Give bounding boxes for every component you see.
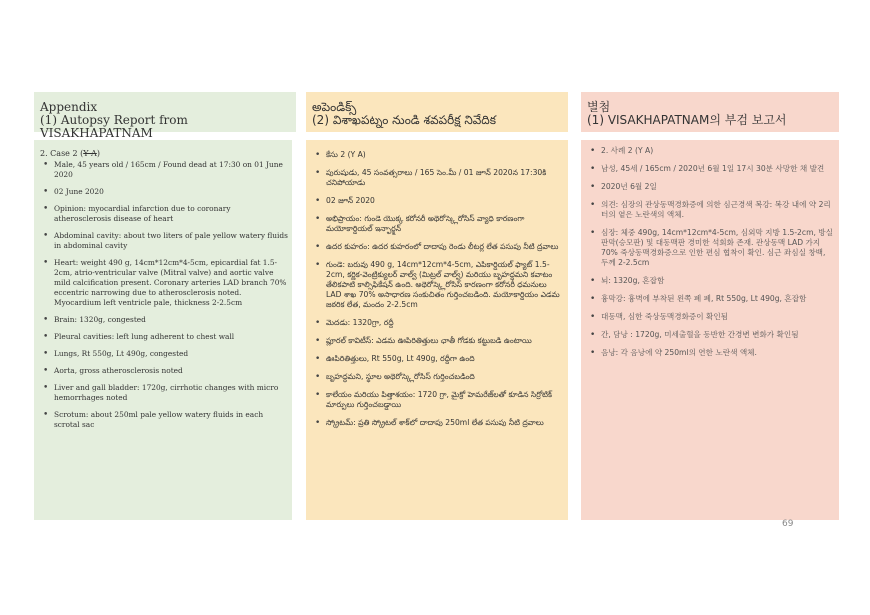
page-number: 69	[782, 519, 794, 529]
list-item: • స్క్రోటమ్: ప్రతి స్క్రోటల్ శాక్‌లో దాదాపు 250ml లేత పసుపు నీటి ద్రవాలు	[326, 418, 564, 428]
korean-list	[581, 140, 839, 358]
list-item: • Brain: 1320g, congested	[54, 315, 288, 325]
list-item: • Aorta, gross atherosclerosis noted	[54, 366, 288, 376]
list-item: • బృహద్ధమని, స్థూల అథెరోస్క్లెరోసిస్ గుర్తించబడింది	[326, 372, 564, 382]
list-item: • 대동맥, 심한 죽상동맥경화증이 확인됨	[601, 312, 835, 322]
list-item: • ప్లూరల్ కావిటీస్: ఎడమ ఊపిరితిత్తులు ఛాతీ గోడకు కట్టుబడి ఉంటాయి	[326, 336, 564, 346]
list-item: • మెదడు: 1320గ్రా, రద్దీ	[326, 318, 564, 328]
english-header	[34, 92, 296, 140]
english-list	[34, 160, 292, 430]
telugu-list	[306, 140, 568, 428]
list-item: • Pleural cavities: left lung adherent to chest wall	[54, 332, 288, 342]
korean-title: 별첨	[587, 100, 611, 114]
case-suffix: )	[96, 149, 100, 158]
korean-column	[581, 140, 839, 520]
korean-subtitle: (1) VISAKHAPATNAM의 부검 보고서	[587, 113, 787, 127]
list-item: • ఊపిరితిత్తులు, Rt 550g, Lt 490g, రద్దీగా ఉంది	[326, 354, 564, 364]
english-subtitle: (1) Autopsy Report from VISAKHAPATNAM	[40, 113, 188, 140]
list-item: • 음낭: 각 음낭에 약 250ml의 연한 노란색 액체.	[601, 348, 835, 358]
list-item: • 02 June 2020	[54, 187, 288, 197]
english-column	[34, 140, 292, 520]
list-item: • 흉막강: 흉벽에 부착된 왼쪽 폐 폐, Rt 550g, Lt 490g, 혼잡함	[601, 294, 835, 304]
list-item: • ఉదర కుహరం: ఉదర కుహరంలో దాదాపు రెండు లీటర్ల లేత పసుపు నీటి ద్రవాలు	[326, 242, 564, 252]
list-item: • కేసు 2 (Y A)	[326, 150, 564, 160]
list-item: • కాలేయం మరియు పిత్తాశయం: 1720 గ్రా, మైక్రో హెమరేజ్‌లతో కూడిన సిర్రోటిక్ మార్పులు గుర్తించబడ్డాయి	[326, 390, 564, 410]
english-case-label	[34, 140, 292, 160]
list-item: • 남성, 45세 / 165cm / 2020년 6월 1일 17시 30분 사망한 채 발견	[601, 164, 835, 174]
list-item: • 2. 사례 2 (Y A)	[601, 146, 835, 156]
list-item: • 간, 담낭 : 1720g, 미세출혈을 동반한 간경변 변화가 확인됨	[601, 330, 835, 340]
list-item: • 뇌: 1320g, 혼잡함	[601, 276, 835, 286]
list-item: • పురుషుడు, 45 సంవత్సరాలు / 165 సెం.మీ / 01 జూన్ 2020న 17:30కి చనిపోయాడు	[326, 168, 564, 188]
telugu-subtitle: (2) విశాఖపట్నం నుండి శవపరీక్ష నివేదిక	[312, 113, 497, 127]
case-initials: Y A	[83, 149, 97, 158]
list-item: • అభిప్రాయం: గుండె యొక్క కరోనరీ అథెరోస్క్లెరోసిస్ వ్యాధి కారణంగా మయోకార్డియల్ ఇన్ఫార్క్షన్	[326, 214, 564, 234]
list-item: • Liver and gall bladder: 1720g, cirrhotic changes with micro hemorrhages noted	[54, 383, 288, 403]
korean-header	[581, 92, 839, 132]
list-item: • Heart: weight 490 g, 14cm*12cm*4-5cm, epicardial fat 1.5-2cm, atrio-ventricular valve (Mitral valve) and aortic valve mild calcification present. Coronary arteries LAD branch 70% eccentric narrowing due to atherosclerosis noted. Myocardium left ventricle pale, thickness 2-2.5cm	[54, 258, 288, 308]
telugu-column	[306, 140, 568, 520]
list-item: • Male, 45 years old / 165cm / Found dead at 17:30 on 01 June 2020	[54, 160, 288, 180]
list-item: • గుండె: బరువు 490 g, 14cm*12cm*4-5cm, ఎపికార్డియల్ ఫ్యాట్ 1.5-2cm, కర్ణిక-వెంట్రిక్యులర్ వాల్వ్ (మిట్రల్ వాల్వ్) మరియు బృహద్ధమని కవాటం తేలికపాటి కాల్సిఫికేషన్ ఉంది. అథెరోస్క్లెరోసిస్ కారణంగా కరోనరీ ధమనులు LAD శాఖ 70% అసాధారణ సంకుచితం గుర్తించబడింది. మయోకార్డియం ఎడమ జఠరిక లేత, మందం 2-2.5cm	[326, 260, 564, 310]
telugu-header	[306, 92, 568, 132]
list-item: • Abdominal cavity: about two liters of pale yellow watery fluids in abdominal cavity	[54, 231, 288, 251]
list-item: • 02 జూన్ 2020	[326, 196, 564, 206]
telugu-title: అపెండిక్స్	[312, 100, 357, 114]
list-item: • Lungs, Rt 550g, Lt 490g, congested	[54, 349, 288, 359]
list-item: • Scrotum: about 250ml pale yellow watery fluids in each scrotal sac	[54, 410, 288, 430]
list-item: • 의견: 심장의 관상동맥경화증에 의한 심근경색 복강: 복강 내에 약 2리터의 옅은 노란색의 액체.	[601, 200, 835, 220]
list-item: • Opinion: myocardial infarction due to coronary atherosclerosis disease of heart	[54, 204, 288, 224]
list-item: • 2020년 6월 2일	[601, 182, 835, 192]
case-prefix: 2. Case 2 (	[40, 149, 84, 158]
english-title: Appendix	[40, 100, 98, 114]
list-item: • 심장: 체중 490g, 14cm*12cm*4-5cm, 심외막 지방 1.5-2cm, 방실판막(승모판) 및 대동맥판 경미한 석회화 존재. 관상동맥 LAD 가지 70% 죽상동맥경화증으로 인한 편심 협착이 확인. 심근 좌심실 창백, 두께 2-2.5cm	[601, 228, 835, 268]
